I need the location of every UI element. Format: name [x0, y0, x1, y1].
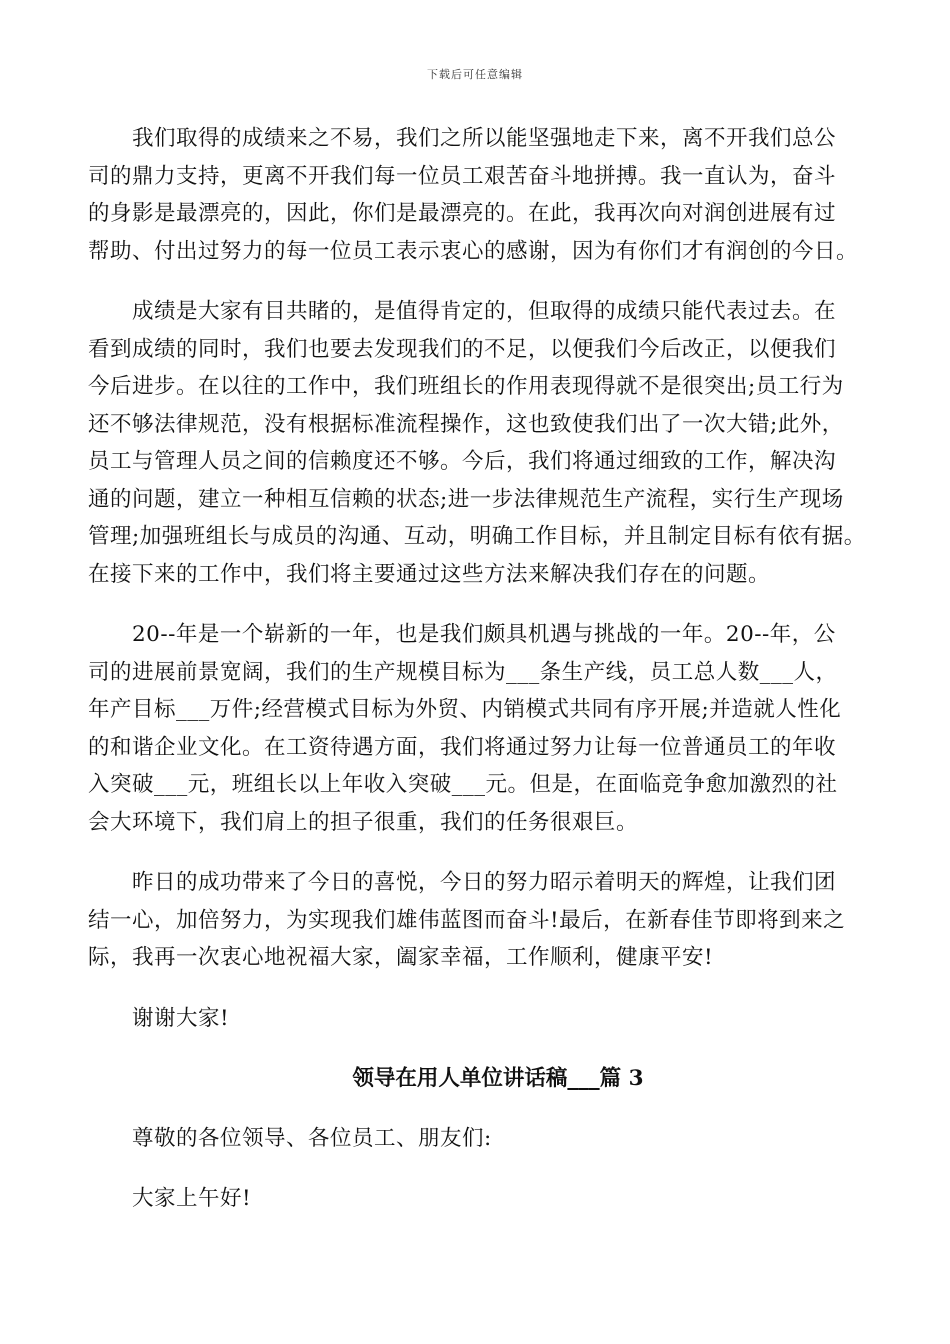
paragraph-line: 昨日的成功带来了今日的喜悦，今日的努力昭示着明天的辉煌，让我们团: [132, 870, 837, 895]
morning-paragraph: [88, 1180, 878, 1218]
paragraph-line: 的身影是最漂亮的，因此，你们是最漂亮的。在此，我再次向对润创进展有过: [88, 201, 837, 226]
paragraph-line: 20--年是一个崭新的一年，也是我们颇具机遇与挑战的一年。20--年，公: [132, 622, 836, 647]
paragraph-line: 帮助、付出过努力的每一位员工表示衷心的感谢，因为有你们才有润创的今日。: [88, 238, 859, 264]
paragraph-line: 还不够法律规范，没有根据标准流程操作，这也致使我们出了一次大错;此外，: [88, 411, 844, 437]
paragraph-line: 通的问题，建立一种相互信赖的状态;进一步法律规范生产流程，实行生产现场: [88, 486, 844, 512]
paragraph-line: 管理;加强班组长与成员的沟通、互动，明确工作目标，并且制定目标有依有据。: [88, 524, 866, 549]
paragraph-line: 会大环境下，我们肩上的担子很重，我们的任务很艰巨。: [88, 809, 639, 835]
paragraph-line: 入突破___元，班组长以上年收入突破___元。但是，在面临竞争愈加激烈的社: [88, 772, 838, 797]
page-header-note: 下载后可任意编辑: [427, 68, 523, 81]
paragraph-3: [88, 616, 878, 841]
paragraph-line: 的和谐企业文化。在工资待遇方面，我们将通过努力让每一位普通员工的年收: [88, 734, 837, 760]
section-heading: 领导在用人单位讲话稿___篇 3: [352, 1066, 644, 1091]
paragraph-1: [88, 120, 878, 270]
document-body: [88, 120, 878, 1241]
paragraph-2: [88, 293, 878, 593]
greeting-paragraph: [88, 1120, 878, 1158]
paragraph-line: 际，我再一次衷心地祝福大家，阖家幸福，工作顺利，健康平安!: [88, 945, 714, 970]
paragraph-line: 年产目标___万件;经营模式目标为外贸、内销模式共同有序开展;并造就人性化: [88, 697, 842, 722]
paragraph-line: 司的进展前景宽阔，我们的生产规模目标为___条生产线，员工总人数___人，: [88, 659, 838, 685]
thanks-paragraph: [88, 1000, 878, 1038]
paragraph-line: 司的鼎力支持，更离不开我们每一位员工艰苦奋斗地拼搏。我一直认为，奋斗: [88, 163, 837, 189]
paragraph-line: 看到成绩的同时，我们也要去发现我们的不足，以便我们今后改正，以便我们: [88, 336, 837, 362]
morning-line: 大家上午好!: [132, 1186, 252, 1211]
paragraph-line: 成绩是大家有目共睹的，是值得肯定的，但取得的成绩只能代表过去。在: [132, 299, 837, 324]
paragraph-line: 结一心，加倍努力，为实现我们雄伟蓝图而奋斗!最后，在新春佳节即将到来之: [88, 907, 846, 933]
paragraph-line: 我们取得的成绩来之不易，我们之所以能坚强地走下来，离不开我们总公: [132, 126, 837, 151]
paragraph-line: 员工与管理人员之间的信赖度还不够。今后，我们将通过细致的工作，解决沟: [88, 449, 837, 474]
greeting-line: 尊敬的各位领导、各位员工、朋友们:: [132, 1125, 492, 1151]
paragraph-line: 在接下来的工作中，我们将主要通过这些方法来解决我们存在的问题。: [88, 561, 771, 587]
paragraph-line: 今后进步。在以往的工作中，我们班组长的作用表现得就不是很突出;员工行为: [88, 374, 844, 399]
thanks-line: 谢谢大家!: [132, 1005, 230, 1031]
paragraph-4: [88, 864, 878, 977]
